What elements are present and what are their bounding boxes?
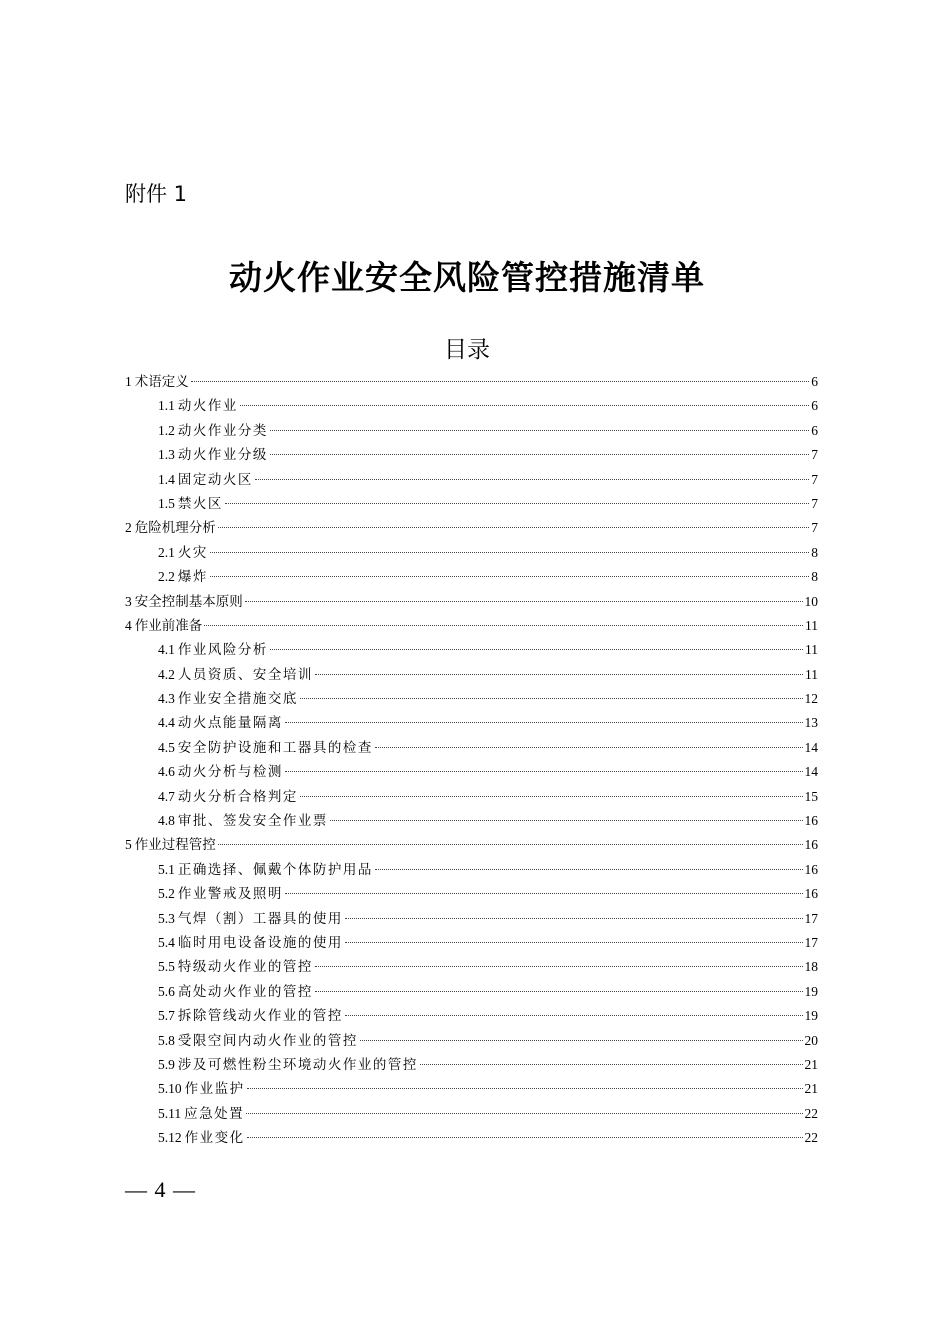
toc-dot-leader bbox=[285, 893, 803, 894]
toc-entry[interactable] bbox=[125, 1126, 818, 1150]
toc-entry-page: 8 bbox=[811, 569, 818, 585]
toc-entry-number: 2.2 bbox=[158, 569, 175, 585]
toc-entry-title: 特级动火作业的管控 bbox=[177, 959, 313, 976]
toc-entry-title: 禁火区 bbox=[177, 495, 223, 512]
toc-entry-page: 15 bbox=[804, 788, 818, 804]
toc-entry-page: 7 bbox=[811, 447, 818, 463]
toc-entry-number: 5.2 bbox=[158, 886, 175, 902]
toc-entry-number: 5.1 bbox=[158, 861, 175, 877]
toc-entry-title: 作业安全措施交底 bbox=[177, 691, 298, 708]
toc-entry-page: 6 bbox=[811, 374, 818, 389]
toc-entry-title: 动火作业 bbox=[177, 398, 238, 415]
toc-title: 目录 bbox=[444, 337, 490, 363]
toc-entry-page: 6 bbox=[811, 422, 818, 438]
toc-entry-number: 1.4 bbox=[158, 471, 175, 487]
toc-entry[interactable] bbox=[125, 468, 818, 492]
toc-entry[interactable] bbox=[125, 1029, 818, 1053]
toc-entry-page: 18 bbox=[804, 959, 818, 975]
toc-dot-leader bbox=[285, 722, 803, 723]
toc-entry-number: 5.6 bbox=[158, 983, 175, 999]
document-title: 动火作业安全风险管控措施清单 bbox=[229, 258, 705, 297]
toc-dot-leader bbox=[375, 747, 803, 748]
toc-entry[interactable] bbox=[125, 736, 818, 760]
toc-dot-leader bbox=[360, 1040, 803, 1041]
toc-dot-leader bbox=[315, 674, 803, 675]
toc-entry-title: 动火作业分类 bbox=[177, 422, 268, 439]
toc-entry-page: 21 bbox=[804, 1081, 818, 1097]
toc-dot-leader bbox=[300, 698, 803, 699]
toc-entry[interactable] bbox=[125, 492, 818, 516]
table-of-contents bbox=[125, 370, 818, 1151]
toc-entry-number: 1.5 bbox=[158, 495, 175, 511]
toc-entry-page: 22 bbox=[804, 1105, 818, 1121]
toc-entry-number: 5.7 bbox=[158, 1008, 175, 1024]
toc-entry-number: 3 bbox=[125, 593, 132, 609]
toc-entry-title: 人员资质、安全培训 bbox=[177, 666, 313, 683]
toc-entry[interactable] bbox=[125, 955, 818, 979]
toc-entry-title: 术语定义 bbox=[134, 374, 189, 390]
toc-entry[interactable] bbox=[125, 1077, 818, 1101]
toc-entry-title: 作业过程管控 bbox=[134, 837, 216, 854]
toc-entry-page: 6 bbox=[811, 398, 818, 414]
toc-entry-title: 作业警戒及照明 bbox=[177, 886, 283, 903]
toc-dot-leader bbox=[240, 405, 809, 406]
toc-entry-page: 8 bbox=[811, 544, 818, 560]
toc-entry[interactable] bbox=[125, 687, 818, 711]
toc-entry-title: 气焊（割）工器具的使用 bbox=[177, 910, 343, 927]
toc-entry-page: 22 bbox=[804, 1130, 818, 1146]
toc-dot-leader bbox=[315, 991, 803, 992]
toc-entry-number: 5.3 bbox=[158, 910, 175, 926]
toc-entry-page: 7 bbox=[811, 520, 818, 536]
toc-entry[interactable] bbox=[125, 858, 818, 882]
toc-entry-number: 1.1 bbox=[158, 398, 175, 414]
toc-entry-title: 动火作业分级 bbox=[177, 447, 268, 464]
toc-entry[interactable] bbox=[125, 370, 818, 394]
toc-entry-number: 1.2 bbox=[158, 422, 175, 438]
toc-entry-page: 11 bbox=[805, 642, 818, 658]
toc-dot-leader bbox=[345, 918, 803, 919]
toc-entry[interactable] bbox=[125, 760, 818, 784]
toc-entry-title: 审批、签发安全作业票 bbox=[177, 813, 328, 830]
attachment-label: 附件 1 bbox=[125, 182, 188, 206]
toc-entry-title: 安全防护设施和工器具的检查 bbox=[177, 739, 373, 756]
toc-entry-page: 16 bbox=[804, 837, 818, 853]
toc-entry[interactable] bbox=[125, 711, 818, 735]
toc-dot-leader bbox=[300, 796, 803, 797]
toc-entry[interactable] bbox=[125, 565, 818, 589]
toc-entry[interactable] bbox=[125, 931, 818, 955]
toc-entry-title: 危险机理分析 bbox=[134, 520, 216, 537]
toc-entry-number: 5 bbox=[125, 837, 132, 853]
toc-entry-page: 19 bbox=[804, 983, 818, 999]
toc-entry-number: 5.9 bbox=[158, 1056, 175, 1072]
toc-entry-page: 19 bbox=[804, 1008, 818, 1024]
toc-dot-leader bbox=[210, 576, 809, 577]
toc-dot-leader bbox=[204, 625, 803, 626]
toc-entry-title: 临时用电设备设施的使用 bbox=[177, 934, 343, 951]
toc-dot-leader bbox=[270, 454, 809, 455]
toc-entry-title: 正确选择、佩戴个体防护用品 bbox=[177, 861, 373, 878]
toc-entry[interactable] bbox=[125, 809, 818, 833]
toc-dot-leader bbox=[285, 771, 803, 772]
toc-entry-page: 7 bbox=[811, 471, 818, 487]
toc-dot-leader bbox=[210, 552, 809, 553]
toc-entry-title: 涉及可燃性粉尘环境动火作业的管控 bbox=[177, 1056, 418, 1073]
toc-entry-number: 4.3 bbox=[158, 691, 175, 707]
toc-entry[interactable] bbox=[125, 882, 818, 906]
toc-entry[interactable] bbox=[125, 541, 818, 565]
toc-entry-number: 5.11 bbox=[158, 1105, 182, 1121]
toc-dot-leader bbox=[191, 381, 810, 382]
toc-entry-title: 作业风险分析 bbox=[177, 642, 268, 659]
toc-entry[interactable] bbox=[125, 1102, 818, 1126]
toc-entry-title: 受限空间内动火作业的管控 bbox=[177, 1032, 358, 1049]
toc-entry-number: 4.4 bbox=[158, 715, 175, 731]
toc-dot-leader bbox=[247, 1088, 803, 1089]
toc-entry[interactable] bbox=[125, 833, 818, 857]
toc-dot-leader bbox=[420, 1064, 803, 1065]
toc-entry-number: 2.1 bbox=[158, 544, 175, 560]
toc-dot-leader bbox=[375, 869, 803, 870]
toc-entry-title: 作业监护 bbox=[184, 1081, 245, 1098]
toc-entry-page: 14 bbox=[804, 764, 818, 780]
toc-dot-leader bbox=[218, 527, 810, 528]
toc-dot-leader bbox=[218, 844, 803, 845]
toc-dot-leader bbox=[270, 649, 803, 650]
toc-entry[interactable] bbox=[125, 394, 818, 418]
toc-dot-leader bbox=[345, 1015, 803, 1016]
toc-entry[interactable] bbox=[125, 590, 818, 614]
toc-entry-number: 4.5 bbox=[158, 739, 175, 755]
toc-entry-number: 2 bbox=[125, 520, 132, 536]
toc-entry-page: 16 bbox=[804, 813, 818, 829]
toc-dot-leader bbox=[225, 503, 809, 504]
page-number: — 4 — bbox=[125, 1177, 196, 1202]
toc-entry-page: 21 bbox=[804, 1056, 818, 1072]
toc-entry-title: 火灾 bbox=[177, 544, 208, 561]
toc-dot-leader bbox=[255, 479, 809, 480]
toc-entry[interactable] bbox=[125, 1053, 818, 1077]
toc-dot-leader bbox=[247, 1137, 803, 1138]
toc-entry-page: 16 bbox=[804, 861, 818, 877]
toc-entry-title: 动火点能量隔离 bbox=[177, 715, 283, 732]
toc-entry-title: 安全控制基本原则 bbox=[134, 593, 243, 610]
toc-entry-page: 17 bbox=[804, 934, 818, 950]
toc-entry[interactable] bbox=[125, 443, 818, 467]
toc-entry[interactable] bbox=[125, 638, 818, 662]
toc-entry-number: 5.12 bbox=[158, 1130, 182, 1146]
toc-entry-number: 5.4 bbox=[158, 934, 175, 950]
toc-entry-page: 11 bbox=[805, 666, 818, 682]
toc-entry[interactable] bbox=[125, 516, 818, 540]
toc-entry-title: 固定动火区 bbox=[177, 471, 253, 488]
toc-entry[interactable] bbox=[125, 980, 818, 1004]
toc-entry-number: 1 bbox=[125, 374, 132, 389]
toc-entry[interactable] bbox=[125, 419, 818, 443]
toc-entry-page: 20 bbox=[804, 1032, 818, 1048]
toc-entry-page: 10 bbox=[804, 593, 818, 609]
toc-entry[interactable] bbox=[125, 614, 818, 638]
toc-entry-number: 4.2 bbox=[158, 666, 175, 682]
toc-entry-number: 5.8 bbox=[158, 1032, 175, 1048]
toc-entry-title: 作业前准备 bbox=[134, 617, 203, 634]
toc-entry-page: 17 bbox=[804, 910, 818, 926]
toc-entry[interactable] bbox=[125, 785, 818, 809]
toc-entry-title: 爆炸 bbox=[177, 569, 208, 586]
toc-entry-number: 4.6 bbox=[158, 764, 175, 780]
toc-entry-title: 动火分析合格判定 bbox=[177, 788, 298, 805]
toc-entry[interactable] bbox=[125, 907, 818, 931]
toc-entry-number: 5.10 bbox=[158, 1081, 182, 1097]
toc-entry-page: 11 bbox=[805, 617, 818, 633]
toc-entry-number: 4.1 bbox=[158, 642, 175, 658]
toc-entry-number: 1.3 bbox=[158, 447, 175, 463]
toc-entry-page: 16 bbox=[804, 886, 818, 902]
toc-dot-leader bbox=[330, 820, 803, 821]
toc-entry-title: 高处动火作业的管控 bbox=[177, 983, 313, 1000]
toc-dot-leader bbox=[245, 601, 803, 602]
toc-entry-number: 4.7 bbox=[158, 788, 175, 804]
toc-entry-title: 应急处置 bbox=[184, 1105, 245, 1122]
toc-dot-leader bbox=[270, 430, 809, 431]
toc-dot-leader bbox=[246, 1113, 802, 1114]
toc-entry[interactable] bbox=[125, 1004, 818, 1028]
toc-entry-number: 5.5 bbox=[158, 959, 175, 975]
toc-entry-page: 7 bbox=[811, 495, 818, 511]
toc-entry-number: 4 bbox=[125, 617, 132, 633]
toc-entry-page: 12 bbox=[804, 691, 818, 707]
toc-entry-title: 作业变化 bbox=[184, 1130, 245, 1147]
toc-entry-number: 4.8 bbox=[158, 813, 175, 829]
toc-entry[interactable] bbox=[125, 663, 818, 687]
toc-dot-leader bbox=[315, 966, 803, 967]
toc-entry-page: 14 bbox=[804, 739, 818, 755]
toc-dot-leader bbox=[345, 942, 803, 943]
toc-entry-title: 动火分析与检测 bbox=[177, 764, 283, 781]
toc-entry-page: 13 bbox=[804, 715, 818, 731]
toc-entry-title: 拆除管线动火作业的管控 bbox=[177, 1008, 343, 1025]
